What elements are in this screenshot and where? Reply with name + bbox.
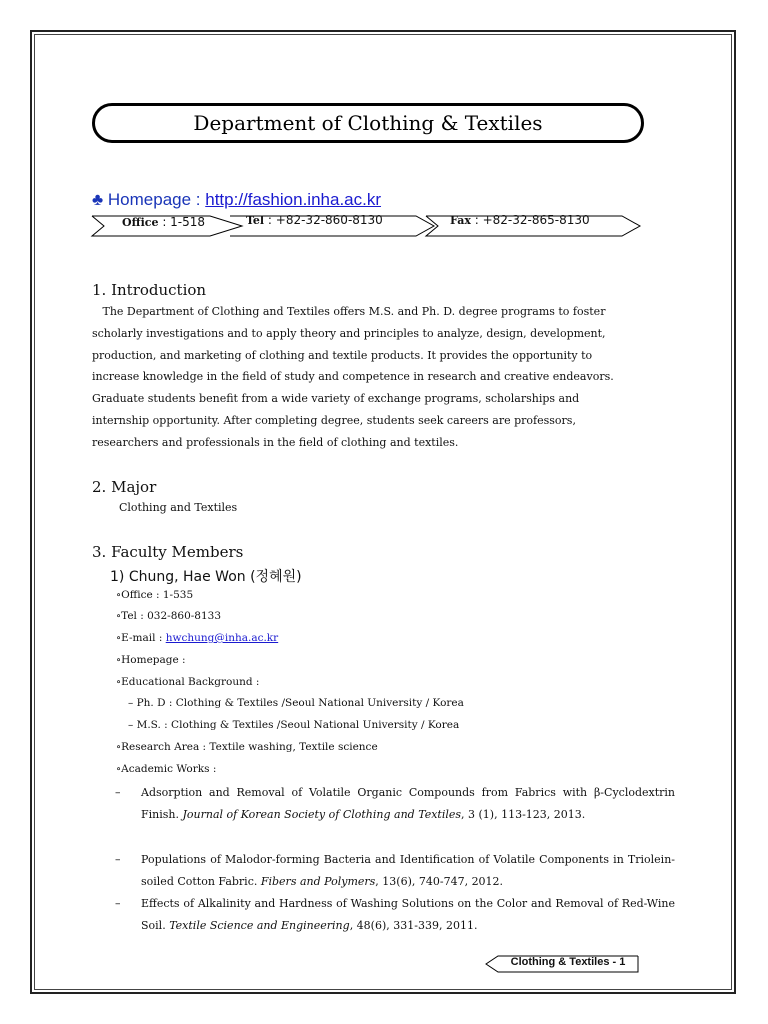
work-dash: – xyxy=(115,853,121,866)
work-title: Effects of Alkalinity and Hardness of Washing Solutions on the Color and Removal of Red-Wine Soil. xyxy=(141,897,675,932)
intro-line: internship opportunity. After completing degree, students seek careers are professors, xyxy=(92,413,576,427)
page-title-text: Department of Clothing & Textiles xyxy=(193,111,543,135)
edu-heading: ∘Educational Background : xyxy=(116,676,260,688)
faculty-office: ∘Office : 1-535 xyxy=(116,589,194,601)
office-contact xyxy=(122,215,205,229)
tel-value: : +82-32-860-8130 xyxy=(264,213,383,227)
homepage-label: Homepage : xyxy=(107,190,206,209)
club-icon: ♣ xyxy=(92,190,104,209)
work-journal: Fibers and Polymers xyxy=(260,875,376,888)
faculty-name: 1) Chung, Hae Won (정혜원) xyxy=(110,569,302,585)
major-value: Clothing and Textiles xyxy=(119,501,238,514)
fax-contact xyxy=(450,213,590,227)
edu-item: – M.S. : Clothing & Textiles /Seoul National University / Korea xyxy=(128,719,460,731)
work-citation: , 48(6), 331-339, 2011. xyxy=(349,919,478,932)
work-dash: – xyxy=(115,897,121,910)
faculty-email-line xyxy=(116,632,278,644)
intro-line: production, and marketing of clothing and textile products. It provides the opportunity to xyxy=(92,348,593,362)
work-title: Populations of Malodor-forming Bacteria and Identification of Volatile Components in Triolein-soiled Cotton Fabric. xyxy=(141,853,675,888)
fax-label: Fax xyxy=(450,214,471,227)
work-dash: – xyxy=(115,786,121,799)
intro-paragraph xyxy=(92,301,674,454)
intro-line: The Department of Clothing and Textiles offers M.S. and Ph. D. degree programs to foster xyxy=(92,305,606,318)
research-area: ∘Research Area : Textile washing, Textile science xyxy=(116,741,378,753)
email-label: ∘E-mail : xyxy=(116,632,166,644)
faculty-homepage: ∘Homepage : xyxy=(116,654,186,666)
intro-line: researchers and professionals in the field of clothing and textiles. xyxy=(92,435,459,449)
academic-work xyxy=(115,782,675,826)
work-journal: Journal of Korean Society of Clothing and Textiles xyxy=(182,808,462,821)
faculty-tel: ∘Tel : 032-860-8133 xyxy=(116,610,222,622)
office-value: : 1-518 xyxy=(158,215,206,229)
homepage-line xyxy=(92,190,381,210)
major-heading: 2. Major xyxy=(92,478,157,496)
fax-value: : +82-32-865-8130 xyxy=(470,213,590,227)
edu-item: – Ph. D : Clothing & Textiles /Seoul National University / Korea xyxy=(128,697,464,709)
intro-line: Graduate students benefit from a wide variety of exchange programs, scholarships and xyxy=(92,392,580,406)
tel-contact xyxy=(246,213,383,227)
work-citation: , 3 (1), 113-123, 2013. xyxy=(461,808,586,821)
office-label: Office xyxy=(122,216,159,229)
page-title xyxy=(92,103,644,143)
email-link[interactable]: hwchung@inha.ac.kr xyxy=(165,632,279,644)
academic-work xyxy=(115,849,675,893)
work-citation: , 13(6), 740-747, 2012. xyxy=(375,875,504,888)
faculty-heading: 3. Faculty Members xyxy=(92,543,244,561)
work-journal: Textile Science and Engineering xyxy=(169,919,350,932)
footer-page-label: Clothing & Textiles - 1 xyxy=(510,956,626,968)
homepage-link[interactable]: http://fashion.inha.ac.kr xyxy=(205,190,382,209)
tel-label: Tel xyxy=(246,214,265,227)
work-title: Adsorption and Removal of Volatile Organic Compounds from Fabrics with β-Cyclodextrin Finish. xyxy=(141,786,675,821)
intro-line: increase knowledge in the field of study and competence in research and creative endeavors. xyxy=(92,370,614,384)
intro-heading: 1. Introduction xyxy=(92,281,207,299)
academic-work xyxy=(115,893,675,937)
intro-line: scholarly investigations and to apply theory and principles to analyze, design, development, xyxy=(92,326,606,340)
works-heading: ∘Academic Works : xyxy=(116,763,217,775)
